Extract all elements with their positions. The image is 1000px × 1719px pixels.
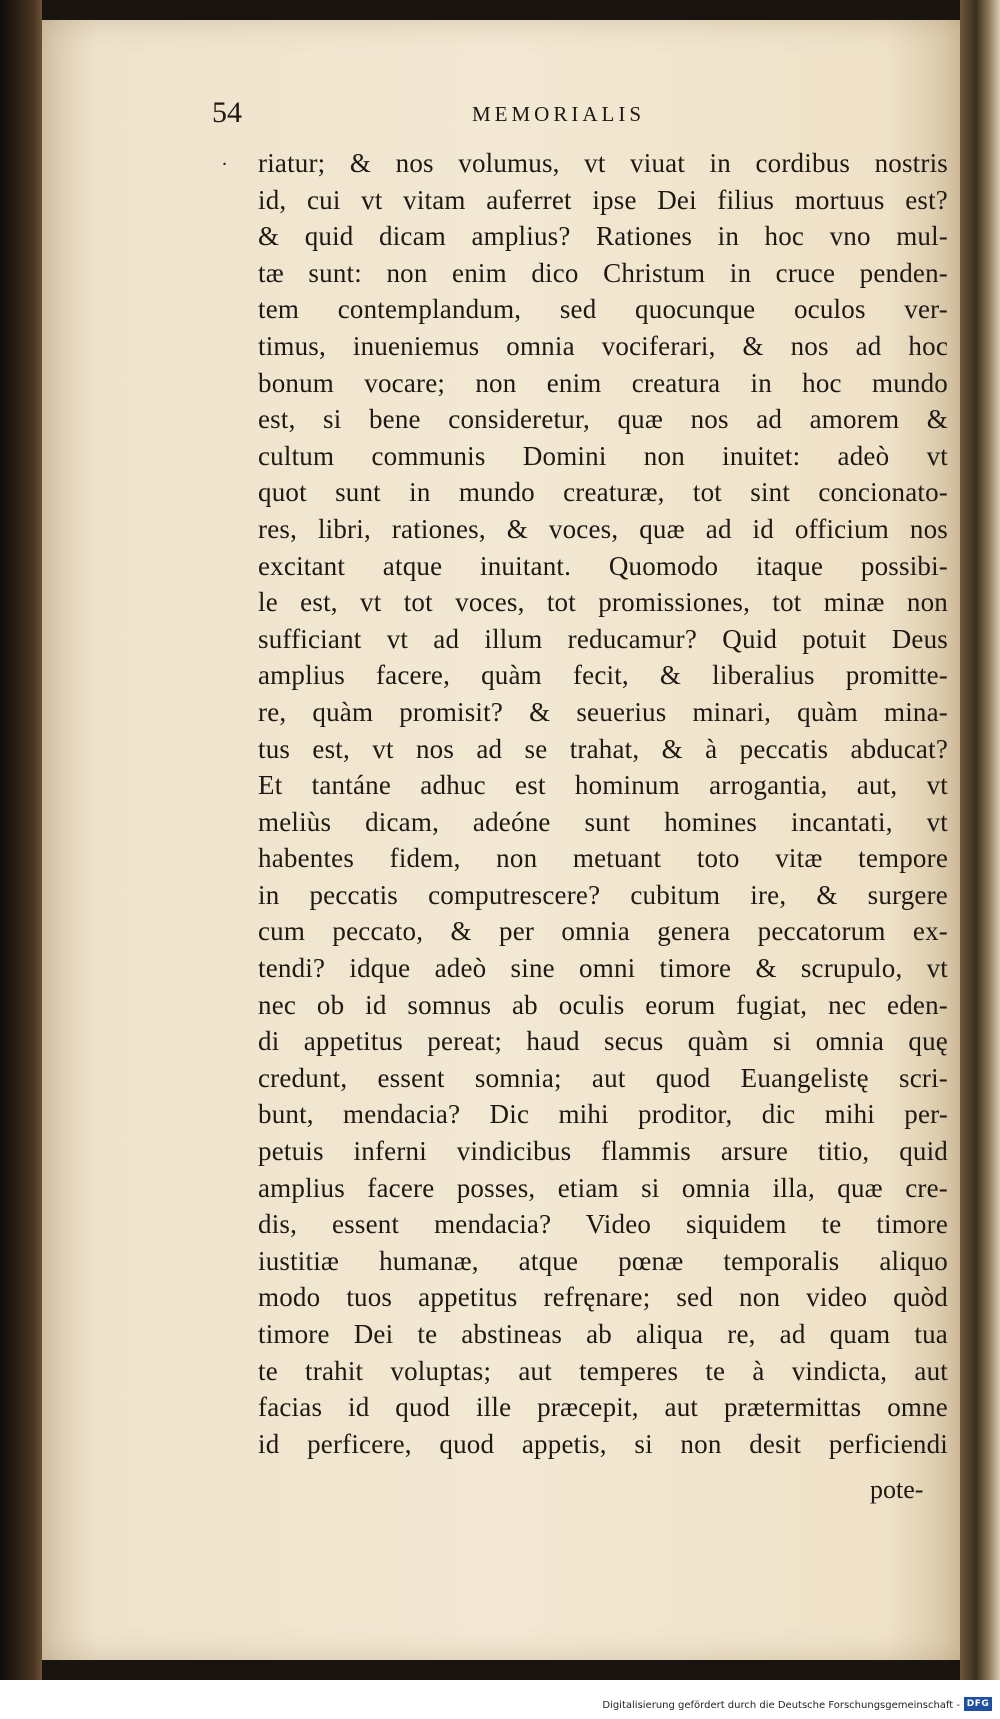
margin-mark: . xyxy=(222,148,227,170)
catchword: pote- xyxy=(870,1475,924,1504)
text-line: tendi? idque adeò sine omni timore & scrupulo, vt xyxy=(258,953,948,984)
text-line: Et tantáne adhuc est hominum arrogantia, aut, vt xyxy=(258,770,948,801)
running-head: MEMORIALIS xyxy=(472,102,646,126)
text-line: petuis inferni vindicibus flammis arsure titio, quid xyxy=(258,1136,948,1167)
text-line: amplius facere, quàm fecit, & liberalius promitte- xyxy=(258,660,948,691)
text-line: iustitiæ humanæ, atque pœnæ temporalis aliquo xyxy=(258,1245,948,1276)
text-line: credunt, essent somnia; aut quod Euangelistę scri- xyxy=(258,1062,948,1093)
text-line: dis, essent mendacia? Video siquidem te timore xyxy=(258,1209,948,1240)
text-line: est, si bene consideretur, quæ nos ad amorem & xyxy=(258,404,948,435)
text-line: cum peccato, & per omnia genera peccatorum ex- xyxy=(258,916,948,947)
body-text xyxy=(258,145,948,1462)
text-line: & quid dicam amplius? Rationes in hoc vno mul- xyxy=(258,221,948,252)
text-line: habentes fidem, non metuant toto vitæ tempore xyxy=(258,843,948,874)
text-line: meliùs dicam, adeóne sunt homines incantati, vt xyxy=(258,806,948,837)
text-line: bonum vocare; non enim creatura in hoc mundo xyxy=(258,367,948,398)
text-line: di appetitus pereat; haud secus quàm si omnia quę xyxy=(258,1026,948,1057)
text-line: amplius facere posses, etiam si omnia illa, quæ cre- xyxy=(258,1172,948,1203)
text-line: tus est, vt nos ad se trahat, & à peccatis abducat? xyxy=(258,733,948,764)
text-line: riatur; & nos volumus, vt viuat in cordibus nostris xyxy=(258,148,948,178)
digitization-credit: Digitalisierung gefördert durch die Deutsche Forschungsgemeinschaft - xyxy=(602,1700,960,1711)
text-line: id, cui vt vitam auferret ipse Dei filius mortuus est? xyxy=(258,184,948,215)
text-line: tæ sunt: non enim dico Christum in cruce penden- xyxy=(258,257,948,288)
text-line: modo tuos appetitus refręnare; sed non video quòd xyxy=(258,1282,948,1313)
text-line: timore Dei te abstineas ab aliqua re, ad quam tua xyxy=(258,1319,948,1349)
text-line: excitant atque inuitant. Quomodo itaque possibi- xyxy=(258,550,948,581)
text-line: bunt, mendacia? Dic mihi proditor, dic mihi per- xyxy=(258,1099,948,1130)
page-number: 54 xyxy=(212,96,242,129)
text-line: in peccatis computrescere? cubitum ire, & surgere xyxy=(258,879,948,910)
text-line: timus, inueniemus omnia vociferari, & nos ad hoc xyxy=(258,330,948,361)
text-line: re, quàm promisit? & seuerius minari, quàm mina- xyxy=(258,696,948,727)
text-line: nec ob id somnus ab oculis eorum fugiat, nec eden- xyxy=(258,989,948,1020)
text-line: te trahit voluptas; aut temperes te à vindicta, aut xyxy=(258,1355,948,1386)
text-line: sufficiant vt ad illum reducamur? Quid potuit Deus xyxy=(258,623,948,654)
text-line: quot sunt in mundo creaturæ, tot sint concionato- xyxy=(258,477,948,508)
book-spine-edge xyxy=(0,0,42,1680)
text-line: cultum communis Domini non inuitet: adeò vt xyxy=(258,440,948,471)
text-line: le est, vt tot voces, tot promissiones, tot minæ non xyxy=(258,587,948,618)
page-header xyxy=(212,96,862,136)
dfg-logo: DFG xyxy=(964,1697,992,1711)
text-line: tem contemplandum, sed quocunque oculos ver- xyxy=(258,294,948,325)
text-line: id perficere, quod appetis, si non desit perficiendi xyxy=(258,1428,948,1459)
text-line: facias id quod ille præcepit, aut prætermittas omne xyxy=(258,1392,948,1423)
text-line: res, libri, rationes, & voces, quæ ad id officium nos xyxy=(258,513,948,544)
book-fore-edge xyxy=(960,0,1000,1680)
